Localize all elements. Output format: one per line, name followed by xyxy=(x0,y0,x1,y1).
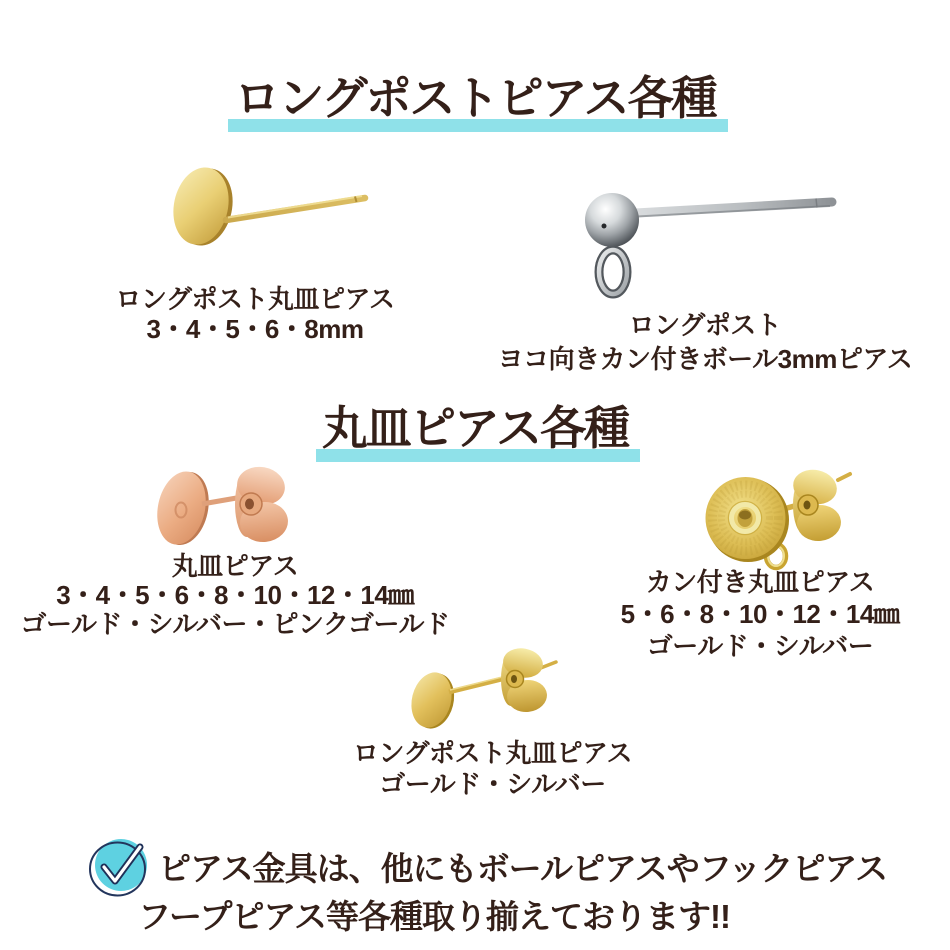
label-line: ロングポスト xyxy=(628,310,782,340)
product5-label xyxy=(325,738,660,800)
label-line: 丸皿ピアス xyxy=(171,551,299,581)
pink-gold-flat-pad-stud-image xyxy=(148,460,298,555)
label-line: ゴールド・シルバー xyxy=(646,631,874,661)
label-line: 3・4・5・6・8・10・12・14㎜ xyxy=(56,580,414,610)
flat-pad xyxy=(406,668,457,732)
heading-text: ロングポストピアス各種 xyxy=(234,72,716,124)
post xyxy=(226,198,365,220)
label-line: カン付き丸皿ピアス xyxy=(645,567,875,597)
post xyxy=(449,678,506,692)
silver-ball-loop-long-post-earring-image xyxy=(573,182,851,307)
flat-pad xyxy=(166,162,235,250)
label-line: ロングポスト丸皿ピアス xyxy=(353,738,632,768)
product1-label xyxy=(70,284,440,344)
footer-text-line2: フープピアス等各種取り揃えております!! xyxy=(138,898,731,935)
product3-label xyxy=(10,552,460,639)
section-heading-flat-pad xyxy=(0,400,950,456)
footer-text-line1: ピアス金具は、他にもボールピアスやフックピアス xyxy=(158,850,888,887)
label-line: 3・4・5・6・8mm xyxy=(146,314,364,344)
gold-long-post-flat-pad-stud-image xyxy=(398,642,568,737)
heading-text: 丸皿ピアス各種 xyxy=(321,402,629,454)
label-line: ゴールド・シルバー xyxy=(379,769,606,799)
product4-label xyxy=(595,566,925,662)
gold-long-post-flat-pad-earring-image xyxy=(140,160,385,260)
label-line: ヨコ向きカン付きボール3mmピアス xyxy=(497,344,913,374)
ball xyxy=(585,193,639,247)
label-line: ロングポスト丸皿ピアス xyxy=(115,284,395,314)
section-heading-long-post xyxy=(0,70,950,126)
gold-textured-pad-loop-stud-image xyxy=(688,450,868,578)
flat-pad xyxy=(151,467,212,549)
product2-label xyxy=(490,308,920,376)
label-line: ゴールド・シルバー・ピンクゴールド xyxy=(20,609,450,639)
label-line: 5・6・8・10・12・14㎜ xyxy=(620,599,900,629)
